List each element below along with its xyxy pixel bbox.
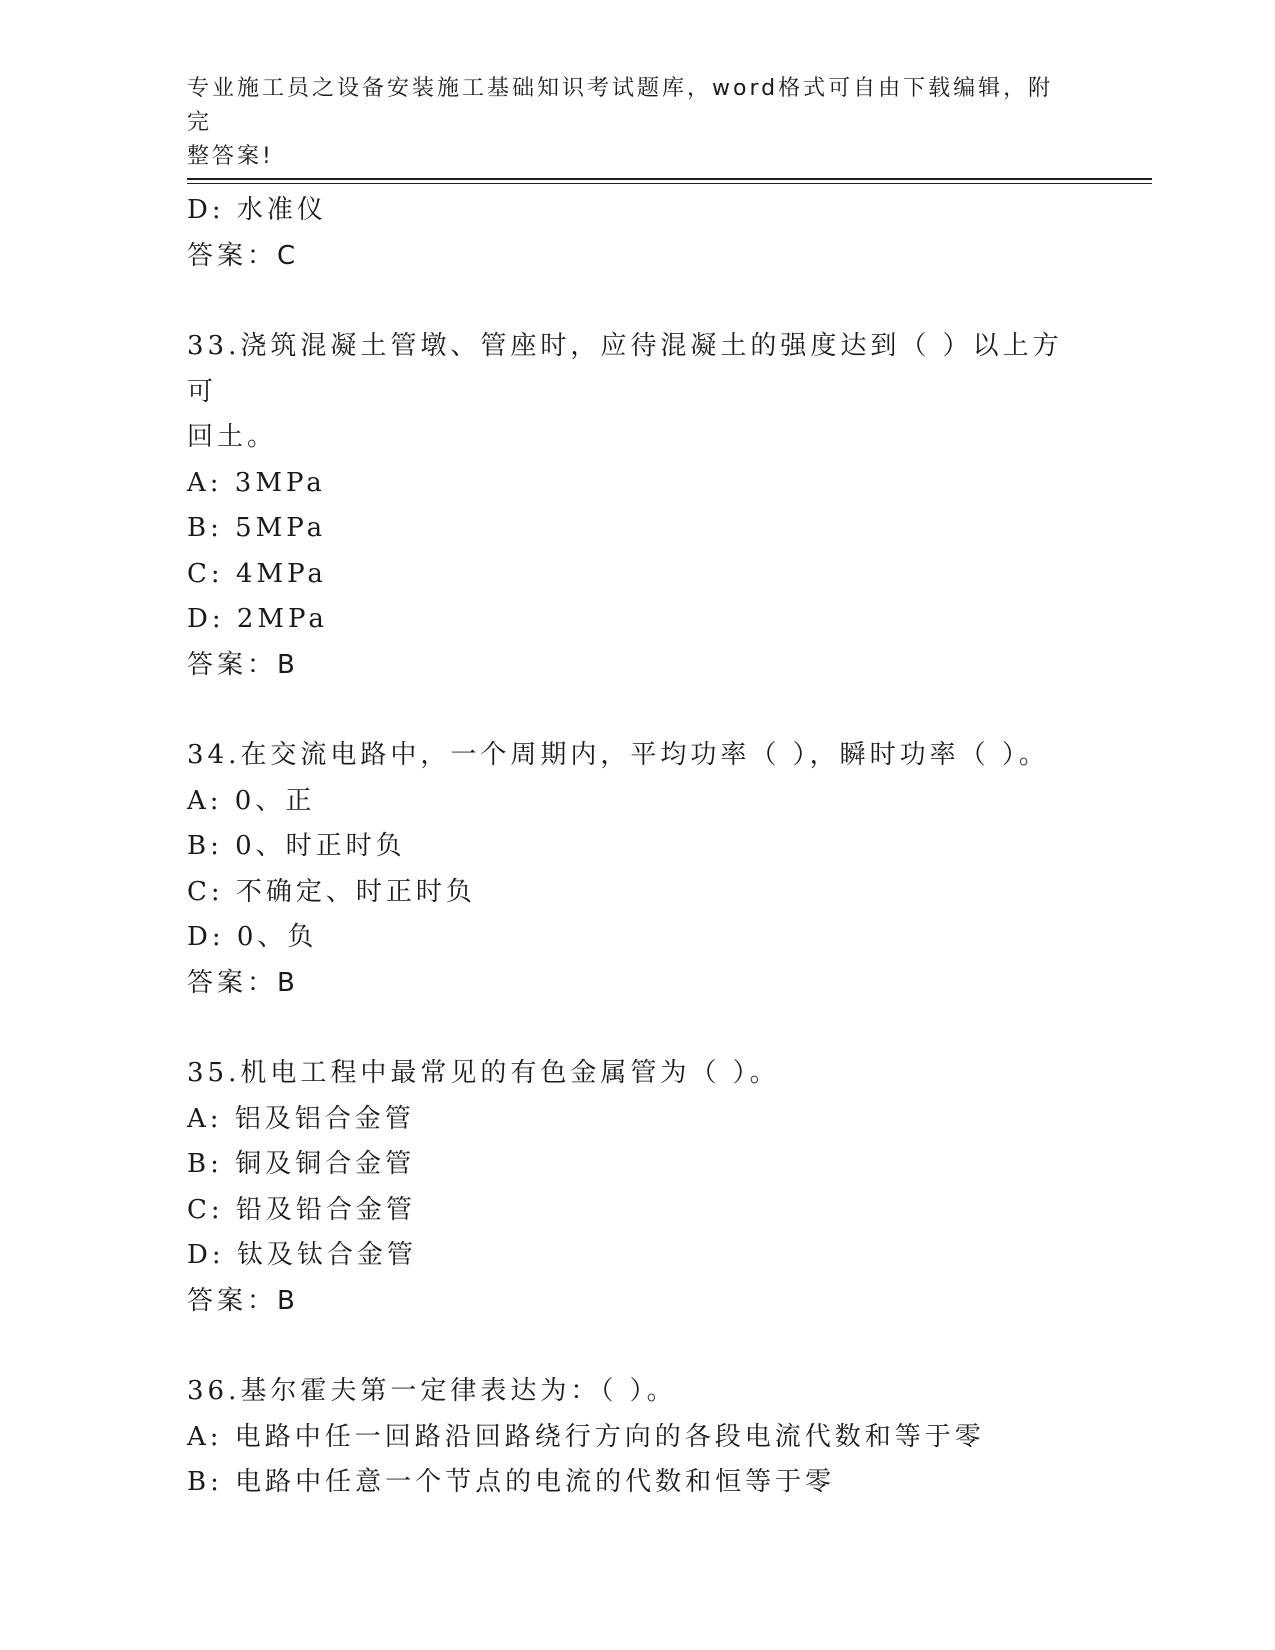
option-a: A: 3MPa xyxy=(187,467,326,498)
header-divider-thick xyxy=(187,178,1152,180)
document-header xyxy=(187,72,1067,174)
option-b: B: 电路中任意一个节点的电流的代数和恒等于零 xyxy=(187,1467,836,1497)
option-d: D: 0、负 xyxy=(187,922,318,952)
question-35 xyxy=(187,1051,1067,1324)
option-a: A: 铝及铝合金管 xyxy=(187,1103,415,1134)
header-divider-thin xyxy=(187,183,1152,184)
question-title xyxy=(187,733,1067,779)
question-title-line-1: 35.机电工程中最常见的有色金属管为（ ）。 xyxy=(187,1058,780,1088)
answer-line: 答案：B xyxy=(187,649,299,680)
question-title xyxy=(187,1369,1067,1415)
option-a: A: 0、正 xyxy=(187,785,316,816)
question-title-line-1: 34.在交流电路中，一个周期内，平均功率（ ），瞬时功率（ ）。 xyxy=(187,740,1049,770)
option-b: B: 0、时正时负 xyxy=(187,831,406,861)
question-title xyxy=(187,1051,1067,1097)
option-c: C: 4MPa xyxy=(187,558,327,589)
question-title-line-2: 回土。 xyxy=(187,422,278,452)
option-d: D: 水准仪 xyxy=(187,195,327,225)
option-a: A: 电路中任一回路沿回路绕行方向的各段电流代数和等于零 xyxy=(187,1421,985,1452)
answer-line: 答案：C xyxy=(187,240,300,271)
question-36 xyxy=(187,1369,1067,1506)
question-34 xyxy=(187,733,1067,1006)
answer-line: 答案：B xyxy=(187,967,299,998)
option-d: D: 2MPa xyxy=(187,604,328,634)
option-b: B: 5MPa xyxy=(187,513,327,543)
header-line-2: 整答案! xyxy=(187,144,274,169)
question-title-line-1: 33.浇筑混凝土管墩、管座时，应待混凝土的强度达到（ ）以上方可 xyxy=(187,331,1063,407)
question-title xyxy=(187,324,1067,461)
continued-question xyxy=(187,188,1067,279)
answer-line: 答案：B xyxy=(187,1285,299,1316)
option-c: C: 不确定、时正时负 xyxy=(187,876,476,907)
option-d: D: 钛及钛合金管 xyxy=(187,1240,417,1270)
question-list xyxy=(187,188,1067,1506)
question-title-line-1: 36.基尔霍夫第一定律表达为：（ ）。 xyxy=(187,1376,677,1406)
option-c: C: 铅及铅合金管 xyxy=(187,1194,416,1225)
header-line-1: 专业施工员之设备安装施工基础知识考试题库，word格式可自由下载编辑，附完 xyxy=(187,76,1054,135)
option-b: B: 铜及铜合金管 xyxy=(187,1149,416,1179)
question-33 xyxy=(187,324,1067,688)
